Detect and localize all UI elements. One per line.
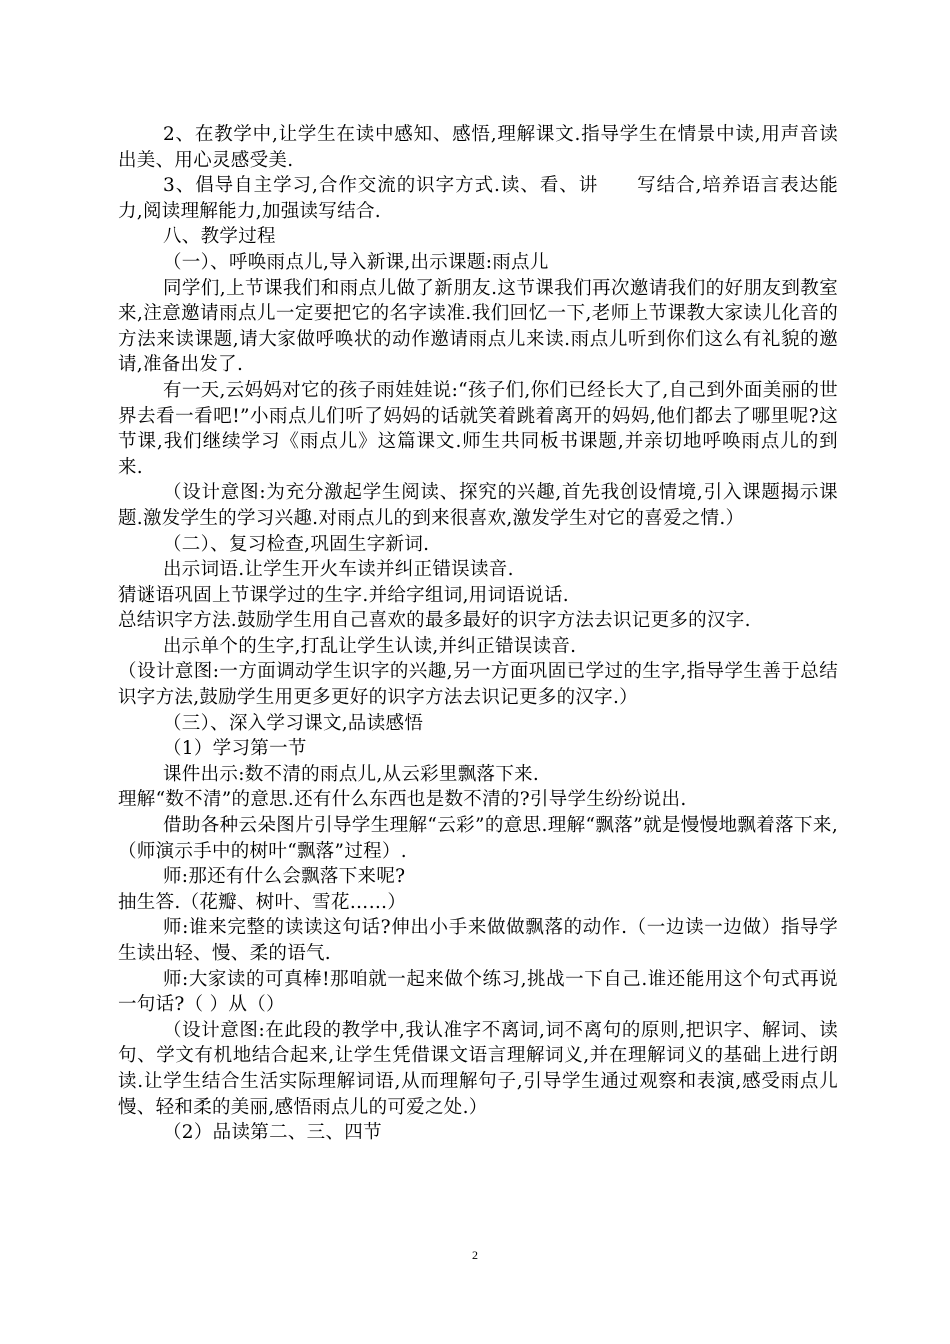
subsection-heading: （2）品读第二、三、四节 bbox=[163, 1122, 382, 1144]
design-note: （设计意图:为充分激起学生阅读、探究的兴趣,首先我创设情境,引入课题揭示课题.激发学生的学习兴趣.对雨点儿的到来很喜欢,激发学生对它的喜爱之情.） bbox=[118, 482, 838, 529]
document-body bbox=[118, 122, 838, 1146]
paragraph: 出示词语.让学生开火车读并纠正错误读音. bbox=[163, 559, 514, 581]
paragraph: 课件出示:数不清的雨点儿,从云彩里飘落下来. bbox=[163, 763, 540, 785]
paragraph: 2、在教学中,让学生在读中感知、感悟,理解课文.指导学生在情景中读,用声音读出美、用心灵感受美. bbox=[118, 124, 838, 171]
paragraph: 有一天,云妈妈对它的孩子雨娃娃说:“孩子们,你们已经长大了,自己到外面美丽的世界去看一看吧!”小雨点儿们听了妈妈的话就笑着跳着离开的妈妈,他们都去了哪里呢?这节课,我们继续学习《雨点儿》这篇课文.师生共同板书课题,并亲切地呼唤雨点儿的到来. bbox=[118, 379, 838, 478]
paragraph: 同学们,上节课我们和雨点儿做了新朋友.这节课我们再次邀请我们的好朋友到教室来,注意邀请雨点儿一定要把它的名字读准.我们回忆一下,老师上节课教大家读儿化音的方法来读课题,请大家做呼唤状的动作邀请雨点儿来读.雨点儿听到你们这么有礼貌的邀请,准备出发了. bbox=[118, 277, 838, 376]
design-note: （设计意图:一方面调动学生识字的兴趣,另一方面巩固已学过的生字,指导学生善于总结识字方法,鼓励学生用更多更好的识字方法去识记更多的汉字.） bbox=[118, 661, 838, 709]
paragraph: 出示单个的生字,打乱让学生认读,并纠正错误读音. bbox=[163, 635, 577, 657]
paragraph: 师:大家读的可真棒!那咱就一起来做个练习,挑战一下自己.谁还能用这个句式再说一句话?（ ）从（） bbox=[118, 968, 838, 1016]
paragraph: 猜谜语巩固上节课学过的生字.并给字组词,用词语说话. bbox=[118, 584, 569, 606]
paragraph: 总结识字方法.鼓励学生用自己喜欢的最多最好的识字方法去识记更多的汉字. bbox=[118, 610, 751, 632]
paragraph: 抽生答.（花瓣、树叶、雪花……） bbox=[118, 891, 407, 913]
paragraph: 师:那还有什么会飘落下来呢? bbox=[163, 866, 406, 888]
section-heading: 八、教学过程 bbox=[163, 226, 276, 248]
paragraph: 理解“数不清”的意思.还有什么东西也是数不清的?引导学生纷纷说出. bbox=[118, 789, 687, 811]
paragraph: 3、倡导自主学习,合作交流的识字方式.读、看、讲 写结合,培养语言表达能力,阅读理解能力,加强读写结合. bbox=[118, 175, 838, 222]
page-number: 2 bbox=[472, 1248, 478, 1262]
paragraph: 借助各种云朵图片引导学生理解“云彩”的意思.理解“飘落”就是慢慢地飘着落下来,（师演示手中的树叶“飘落”过程）. bbox=[118, 815, 838, 862]
paragraph: 师:谁来完整的读读这句话?伸出小手来做做飘落的动作.（一边读一边做）指导学生读出轻、慢、柔的语气. bbox=[118, 917, 838, 964]
subsection-heading: （二）、复习检查,巩固生字新词. bbox=[163, 533, 430, 555]
subsection-heading: （1）学习第一节 bbox=[163, 738, 307, 760]
subsection-heading: （一）、呼唤雨点儿,导入新课,出示课题:雨点儿 bbox=[163, 251, 549, 273]
subsection-heading: （三）、深入学习课文,品读感悟 bbox=[163, 712, 424, 734]
design-note: （设计意图:在此段的教学中,我认准字不离词,词不离句的原则,把识字、解词、读句、学文有机地结合起来,让学生凭借课文语言理解词义,并在理解词义的基础上进行朗读.让学生结合生活实际理解词语,从而理解句子,引导学生通过观察和表演,感受雨点儿慢、轻和柔的美丽,感悟雨点儿的可爱之处.） bbox=[118, 1019, 838, 1118]
